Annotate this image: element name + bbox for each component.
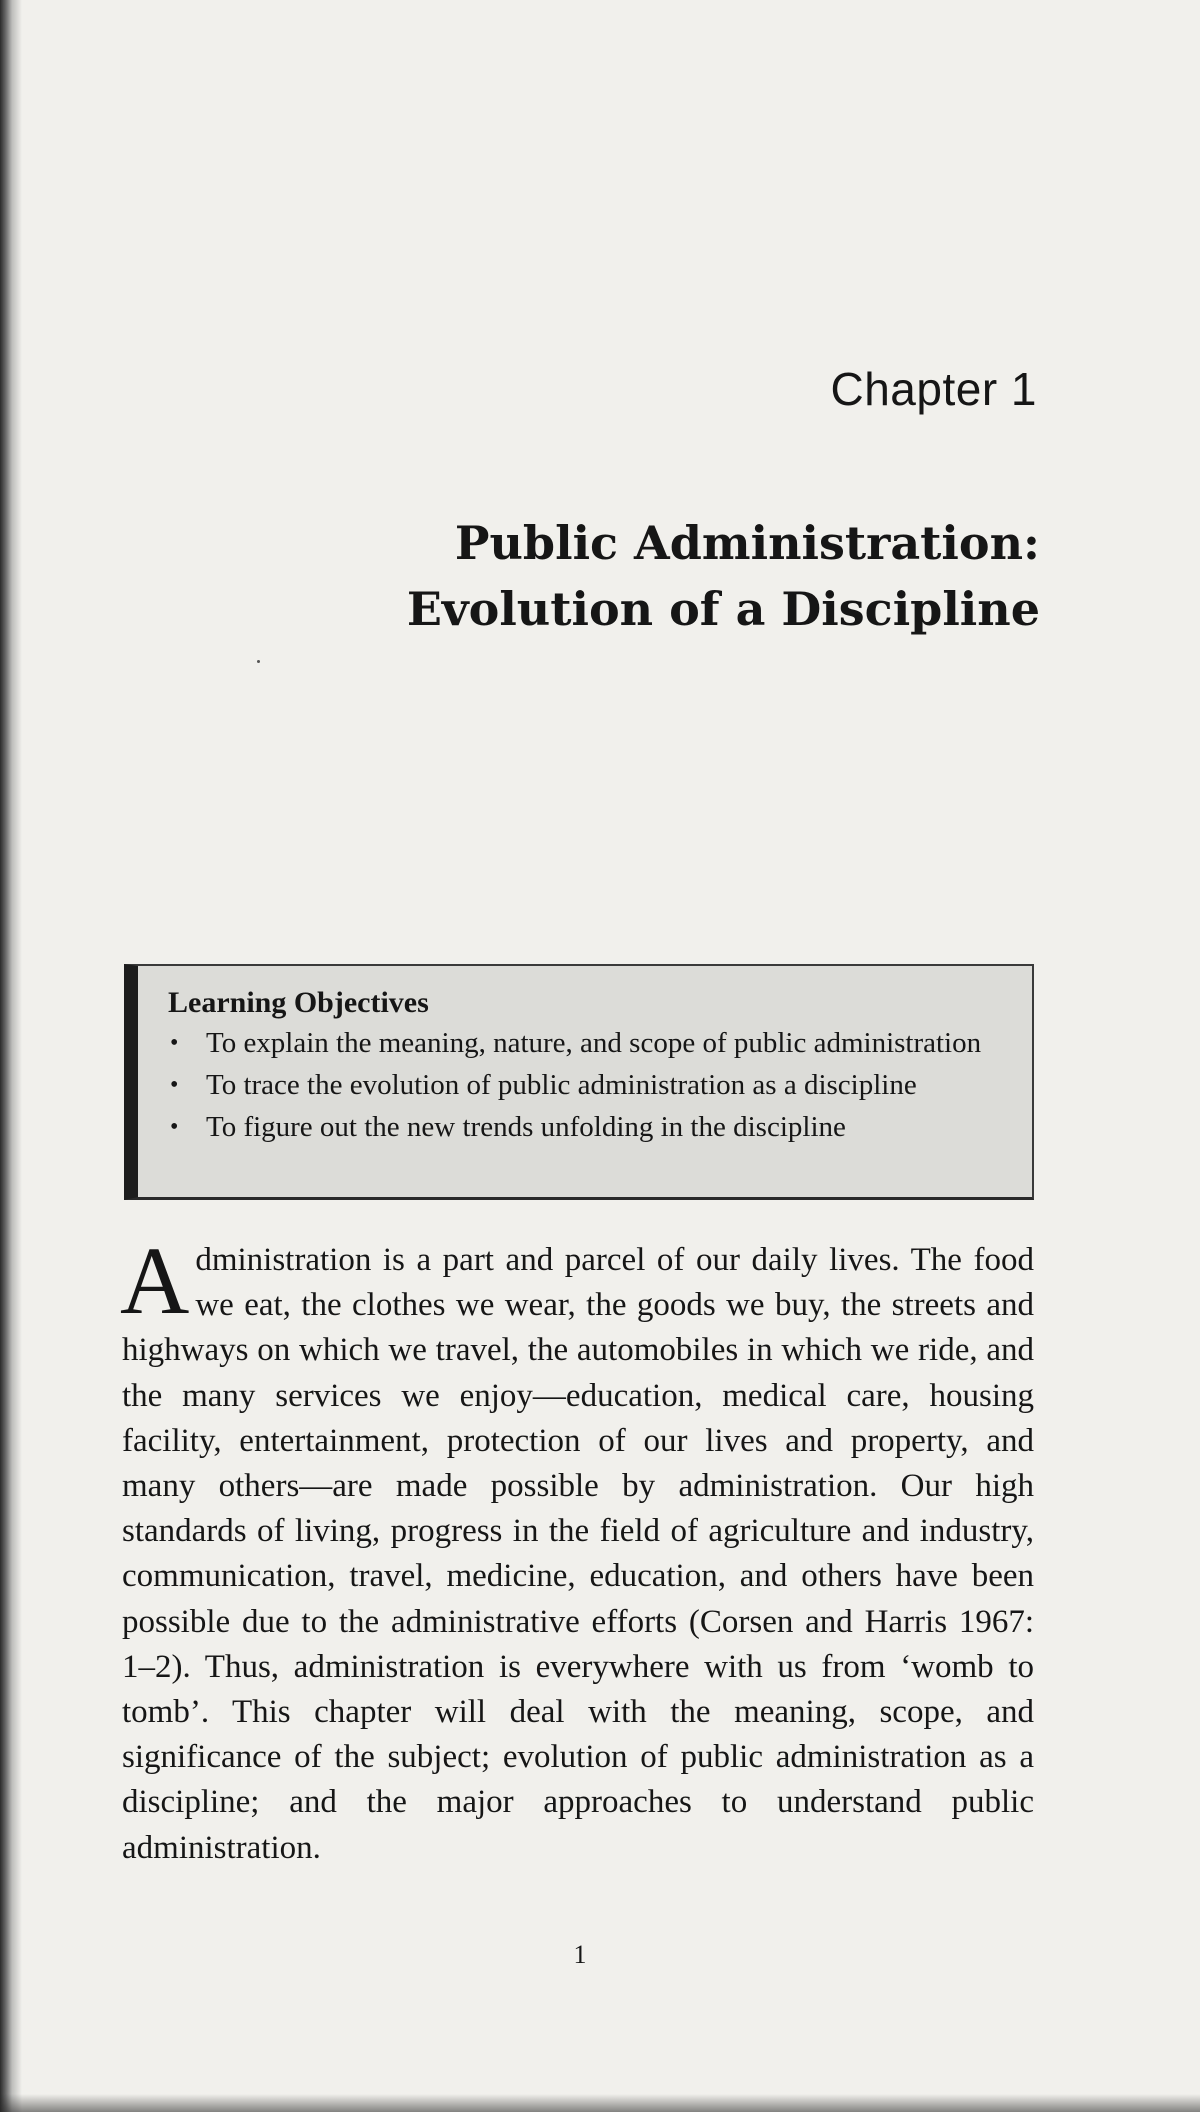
learning-objectives-box xyxy=(124,964,1034,1200)
learning-objective-item xyxy=(168,1066,1002,1105)
ink-speck xyxy=(257,660,260,663)
body-paragraph-text: dministration is a part and parcel of our daily lives. The food we eat, the clothes we wear, the goods we buy, the streets and highways on which we travel, the automobiles in which we ride, and the many services we enjoy—education, medical care, housing facility, entertainment, protection of our lives and property, and many others—are made possible by administration. Our high standards of living, progress in the field of agriculture and industry, communication, travel, medicine, education, and others have been possible due to the administrative efforts (Corsen and Harris 1967: 1–2). Thus, administration is everywhere with us from ‘womb to tomb’. This chapter will deal with the meaning, scope, and significance of the subject; evolution of public administration as a discipline; and the major approaches to understand public administration. xyxy=(122,1242,1034,1866)
page-bottom-shadow xyxy=(0,2094,1200,2112)
drop-cap: A xyxy=(120,1227,190,1334)
learning-objective-item xyxy=(168,1108,1002,1147)
chapter-title-line-2: Evolution of a Discipline xyxy=(406,582,1040,636)
learning-objective-text: To figure out the new trends unfolding in the discipline xyxy=(206,1111,846,1143)
learning-objective-text: To trace the evolution of public administration as a discipline xyxy=(206,1069,917,1101)
chapter-title-line-1: Public Administration: xyxy=(454,516,1040,570)
learning-objectives-heading: Learning Objectives xyxy=(168,986,429,1019)
learning-objective-item xyxy=(168,1024,1002,1063)
chapter-label: Chapter 1 xyxy=(830,363,1037,415)
bullet-icon: • xyxy=(170,1030,179,1056)
body-paragraph xyxy=(120,1227,1034,1871)
chapter-title xyxy=(280,510,1040,642)
page-binding-shadow xyxy=(0,0,22,2112)
page-number: 1 xyxy=(573,1940,587,1969)
bullet-icon: • xyxy=(170,1114,179,1140)
bullet-icon: • xyxy=(170,1072,179,1098)
learning-objective-text: To explain the meaning, nature, and scope of public administration xyxy=(206,1027,982,1059)
learning-objectives-list xyxy=(168,1024,1002,1147)
